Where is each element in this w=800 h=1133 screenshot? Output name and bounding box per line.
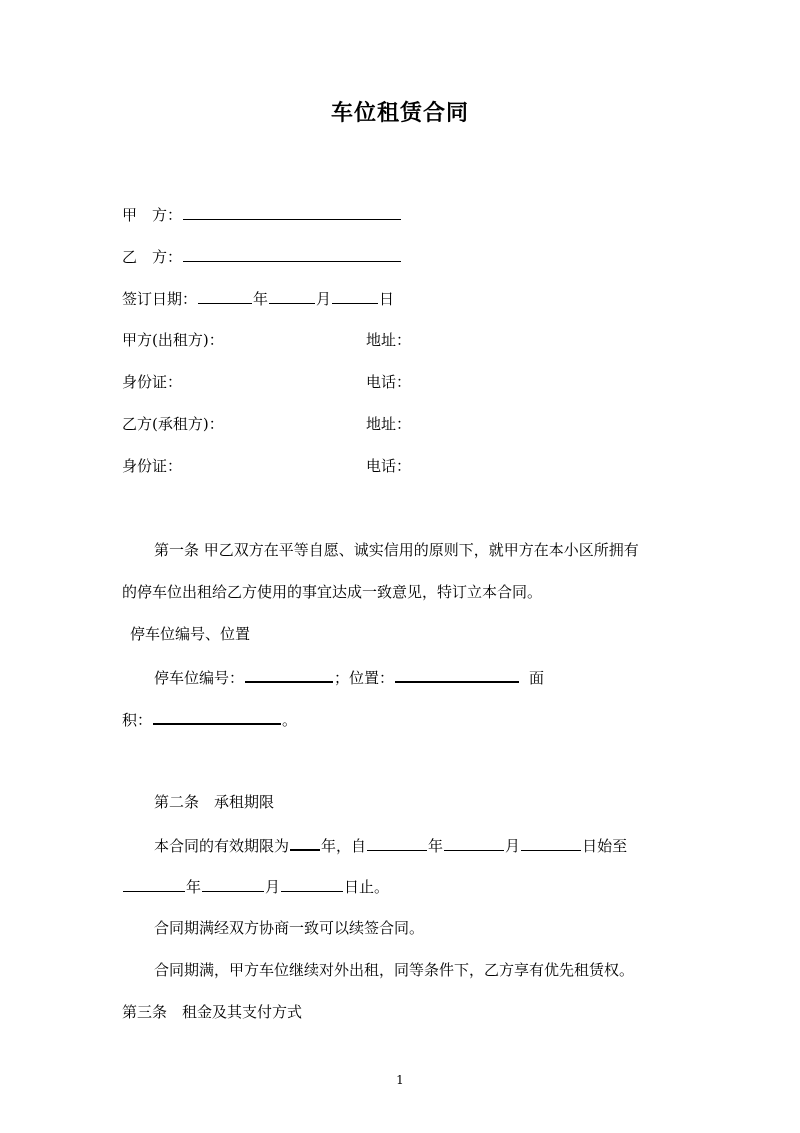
lessor-label: 甲方(出租方)：: [122, 331, 224, 349]
validity-end-line: [122, 876, 389, 897]
page-number: 1: [396, 1073, 404, 1087]
end-month-label: 月: [265, 878, 281, 896]
lessee-id-label: 身份证：: [122, 457, 183, 475]
party-b-blank: [183, 246, 401, 262]
start-month-blank: [444, 835, 504, 851]
article3-heading: 第三条 租金及其支付方式: [122, 1003, 303, 1021]
sign-year-blank: [198, 288, 252, 304]
end-year-blank: [123, 876, 185, 892]
priority-text: 合同期满，甲方车位继续对外出租，同等条件下，乙方享有优先租赁权。: [154, 961, 635, 979]
parking-no-blank: [245, 666, 333, 683]
validity-year-from: 年，自: [321, 837, 367, 855]
validity-prefix: 本合同的有效期限为: [154, 837, 290, 855]
validity-end: 日止。: [344, 878, 390, 896]
year-label: 年: [253, 290, 269, 308]
lessor-phone-label: 电话：: [366, 373, 412, 391]
end-day-blank: [281, 876, 343, 892]
parking-line: [154, 666, 544, 688]
month-label: 月: [316, 290, 332, 308]
area-line: [122, 708, 297, 730]
parking-heading: 停车位编号、位置: [130, 625, 251, 643]
validity-years-blank: [290, 834, 320, 851]
lessee-phone-label: 电话：: [366, 457, 412, 475]
page-title: 车位租赁合同: [330, 100, 469, 126]
area-label-part1: 面: [529, 669, 545, 687]
validity-start-end: 日始至: [582, 837, 628, 855]
lessor-id-label: 身份证：: [122, 373, 183, 391]
day-label: 日: [379, 290, 395, 308]
sign-day-blank: [332, 288, 378, 304]
party-a-label: 甲 方：: [122, 206, 183, 224]
party-b-label: 乙 方：: [122, 248, 183, 266]
article1-line2: 的停车位出租给乙方使用的事宜达成一致意见，特订立本合同。: [122, 583, 543, 601]
party-b-line: [122, 246, 402, 267]
party-a-blank: [183, 204, 401, 220]
start-month-label: 月: [505, 837, 521, 855]
party-a-line: [122, 204, 402, 225]
area-blank: [153, 708, 281, 725]
start-year-label: 年: [428, 837, 444, 855]
validity-line: [154, 834, 627, 856]
area-label-part2: 积：: [122, 711, 153, 729]
sign-date-label: 签订日期：: [122, 290, 198, 308]
lessee-label: 乙方(承租方)：: [122, 415, 224, 433]
sign-month-blank: [269, 288, 315, 304]
position-label: ；位置：: [334, 669, 395, 687]
article2-heading: 第二条 承租期限: [154, 793, 275, 811]
renewal-text: 合同期满经双方协商一致可以续签合同。: [154, 919, 425, 937]
lessor-address-label: 地址：: [366, 331, 412, 349]
sign-date-line: [122, 288, 394, 309]
end-year-label: 年: [186, 878, 202, 896]
area-period: 。: [282, 711, 298, 729]
end-month-blank: [202, 876, 264, 892]
start-day-blank: [521, 835, 581, 851]
start-year-blank: [367, 835, 427, 851]
parking-no-label: 停车位编号：: [154, 669, 245, 687]
article1-line1: 第一条 甲乙双方在平等自愿、诚实信用的原则下，就甲方在本小区所拥有: [154, 541, 639, 559]
position-blank: [395, 666, 519, 683]
lessee-address-label: 地址：: [366, 415, 412, 433]
